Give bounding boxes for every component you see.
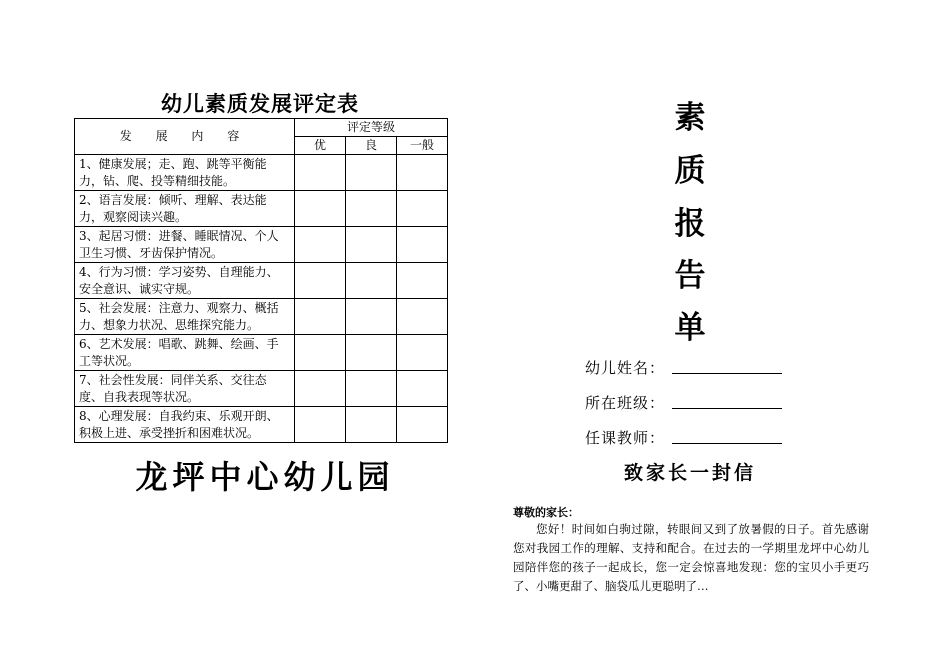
- rating-cell-average[interactable]: [397, 155, 448, 191]
- field-teacher: [585, 427, 665, 448]
- content-header: 发 展 内 容: [75, 119, 295, 155]
- rating-cell-good[interactable]: [346, 263, 397, 299]
- development-item: 7、社会性发展：同伴关系、交往态度、自我表现等状况。: [75, 371, 295, 407]
- rating-cell-excellent[interactable]: [295, 407, 346, 443]
- report-title-char-1: 素: [674, 100, 706, 136]
- rating-cell-excellent[interactable]: [295, 335, 346, 371]
- rating-cell-excellent[interactable]: [295, 299, 346, 335]
- report-title-char-3: 报: [674, 206, 706, 242]
- school-name: 龙坪中心幼儿园: [135, 458, 395, 496]
- development-item: 2、语言发展：倾听、理解、表达能力，观察阅读兴趣。: [75, 191, 295, 227]
- rating-level-good: 良: [346, 137, 397, 155]
- rating-cell-excellent[interactable]: [295, 155, 346, 191]
- rating-level-excellent: 优: [295, 137, 346, 155]
- rating-cell-average[interactable]: [397, 263, 448, 299]
- development-item: 1、健康发展；走、跑、跳等平衡能力，钻、爬、投等精细技能。: [75, 155, 295, 191]
- development-item: 8、心理发展：自我约束、乐观开朗、积极上进、承受挫折和困难状况。: [75, 407, 295, 443]
- rating-cell-excellent[interactable]: [295, 227, 346, 263]
- table-row: [75, 371, 448, 407]
- rating-cell-average[interactable]: [397, 227, 448, 263]
- table-title: 幼儿素质发展评定表: [161, 91, 359, 116]
- rating-cell-good[interactable]: [346, 227, 397, 263]
- rating-cell-good[interactable]: [346, 335, 397, 371]
- class-blank[interactable]: [672, 408, 782, 409]
- rating-cell-good[interactable]: [346, 155, 397, 191]
- rating-cell-average[interactable]: [397, 299, 448, 335]
- rating-cell-average[interactable]: [397, 191, 448, 227]
- evaluation-table: [74, 118, 448, 443]
- rating-cell-average[interactable]: [397, 371, 448, 407]
- letter-body: 您好！时间如白驹过隙，转眼间又到了放暑假的日子。首先感谢您对我园工作的理解、支持和配合。在过去的一学期里龙坪中心幼儿园陪伴您的孩子一起成长，您一定会惊喜地发现：您的宝贝小手更巧了、小嘴更甜了、脑袋瓜儿更聪明了…: [513, 522, 869, 593]
- table-row: [75, 191, 448, 227]
- report-title-char-5: 单: [674, 310, 706, 346]
- table-row: [75, 407, 448, 443]
- field-label: 幼儿姓名：: [585, 359, 666, 377]
- table-row: [75, 263, 448, 299]
- rating-header: 评定等级: [295, 119, 448, 137]
- table-row: [75, 335, 448, 371]
- rating-level-average: 一般: [397, 137, 448, 155]
- field-label: 所在班级：: [585, 394, 666, 412]
- table-row: [75, 155, 448, 191]
- report-title-char-2: 质: [674, 153, 706, 189]
- report-title-char-4: 告: [674, 258, 706, 294]
- rating-cell-good[interactable]: [346, 371, 397, 407]
- table-row: [75, 227, 448, 263]
- rating-cell-good[interactable]: [346, 407, 397, 443]
- development-item: 3、起居习惯：进餐、睡眠情况、个人卫生习惯、牙齿保护情况。: [75, 227, 295, 263]
- rating-cell-average[interactable]: [397, 407, 448, 443]
- rating-cell-good[interactable]: [346, 191, 397, 227]
- rating-cell-excellent[interactable]: [295, 263, 346, 299]
- development-item: 5、社会发展：注意力、观察力、概括力、想象力状况、思维探究能力。: [75, 299, 295, 335]
- rating-cell-excellent[interactable]: [295, 371, 346, 407]
- rating-cell-average[interactable]: [397, 335, 448, 371]
- field-child-name: [585, 357, 665, 378]
- child-name-blank[interactable]: [672, 373, 782, 374]
- teacher-blank[interactable]: [672, 443, 782, 444]
- rating-cell-good[interactable]: [346, 299, 397, 335]
- rating-cell-excellent[interactable]: [295, 191, 346, 227]
- field-label: 任课教师：: [585, 429, 666, 447]
- letter-greeting: 尊敬的家长：: [513, 506, 579, 519]
- field-class: [585, 392, 665, 413]
- development-item: 4、行为习惯：学习姿势、自理能力、安全意识、诚实守规。: [75, 263, 295, 299]
- letter-title: 致家长一封信: [623, 462, 756, 484]
- table-row: [75, 299, 448, 335]
- development-item: 6、艺术发展：唱歌、跳舞、绘画、手工等状况。: [75, 335, 295, 371]
